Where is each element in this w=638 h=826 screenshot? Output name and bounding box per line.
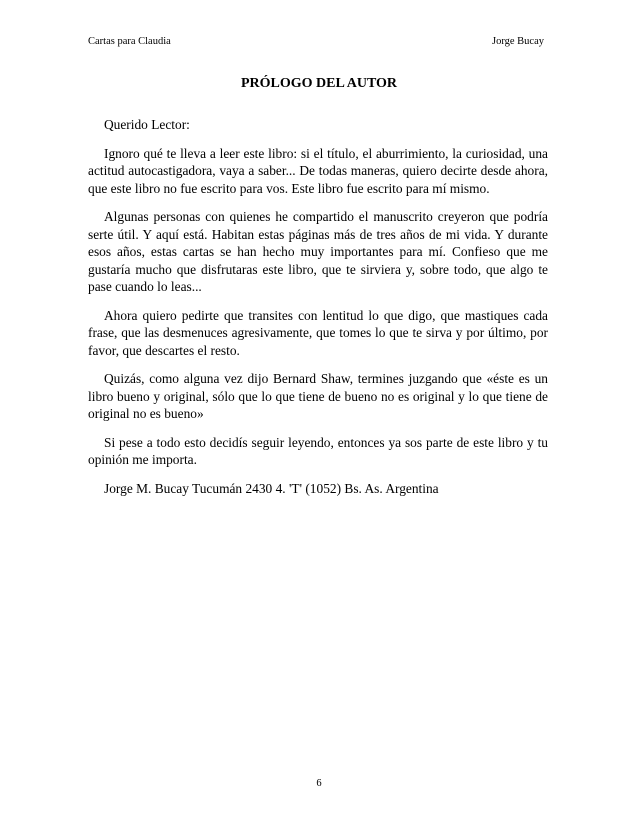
paragraph: Si pese a todo esto decidís seguir leyendo, entonces ya sos parte de este libro y tu opinión me importa. (88, 434, 548, 467)
paragraph: Algunas personas con quienes he compartido el manuscrito creyeron que podría serte útil. Y aquí está. Habitan estas páginas más de tres años de mi vida. Y durante esos años, estas cartas se han hecho muy importantes para mí. Confieso que me gustaría mucho que disfrutaras este libro, que te sirviera y, sobre todo, que algo te pase cuando lo leas... (88, 209, 548, 294)
paragraph-salutation: Querido Lector: (104, 117, 190, 132)
paragraph: Ahora quiero pedirte que transites con lentitud lo que digo, que mastiques cada frase, que las desmenuces agresivamente, que tomes lo que te sirva y por último, por favor, que descartes el resto. (88, 307, 548, 358)
paragraph: Ignoro qué te lleva a leer este libro: si el título, el aburrimiento, la curiosidad, una actitud autocastigadora, vaya a saber... De todas maneras, quiero decirte desde ahora, que este libro no fue escrito para vos. Este libro fue escrito para mí mismo. (88, 145, 548, 196)
paragraph: Quizás, como alguna vez dijo Bernard Shaw, termines juzgando que «éste es un libro bueno y original, sólo que lo que tiene de bueno no es original y lo que tiene de original no es bueno» (88, 371, 548, 421)
running-header-book-title: Cartas para Claudia (88, 36, 171, 47)
paragraph-signature: Jorge M. Bucay Tucumán 2430 4. 'T' (1052) Bs. As. Argentina (104, 480, 439, 496)
page-number: 6 (316, 778, 322, 789)
chapter-title: PRÓLOGO DEL AUTOR (240, 76, 398, 91)
body-text (88, 116, 548, 508)
running-header-author: Jorge Bucay (491, 36, 544, 47)
